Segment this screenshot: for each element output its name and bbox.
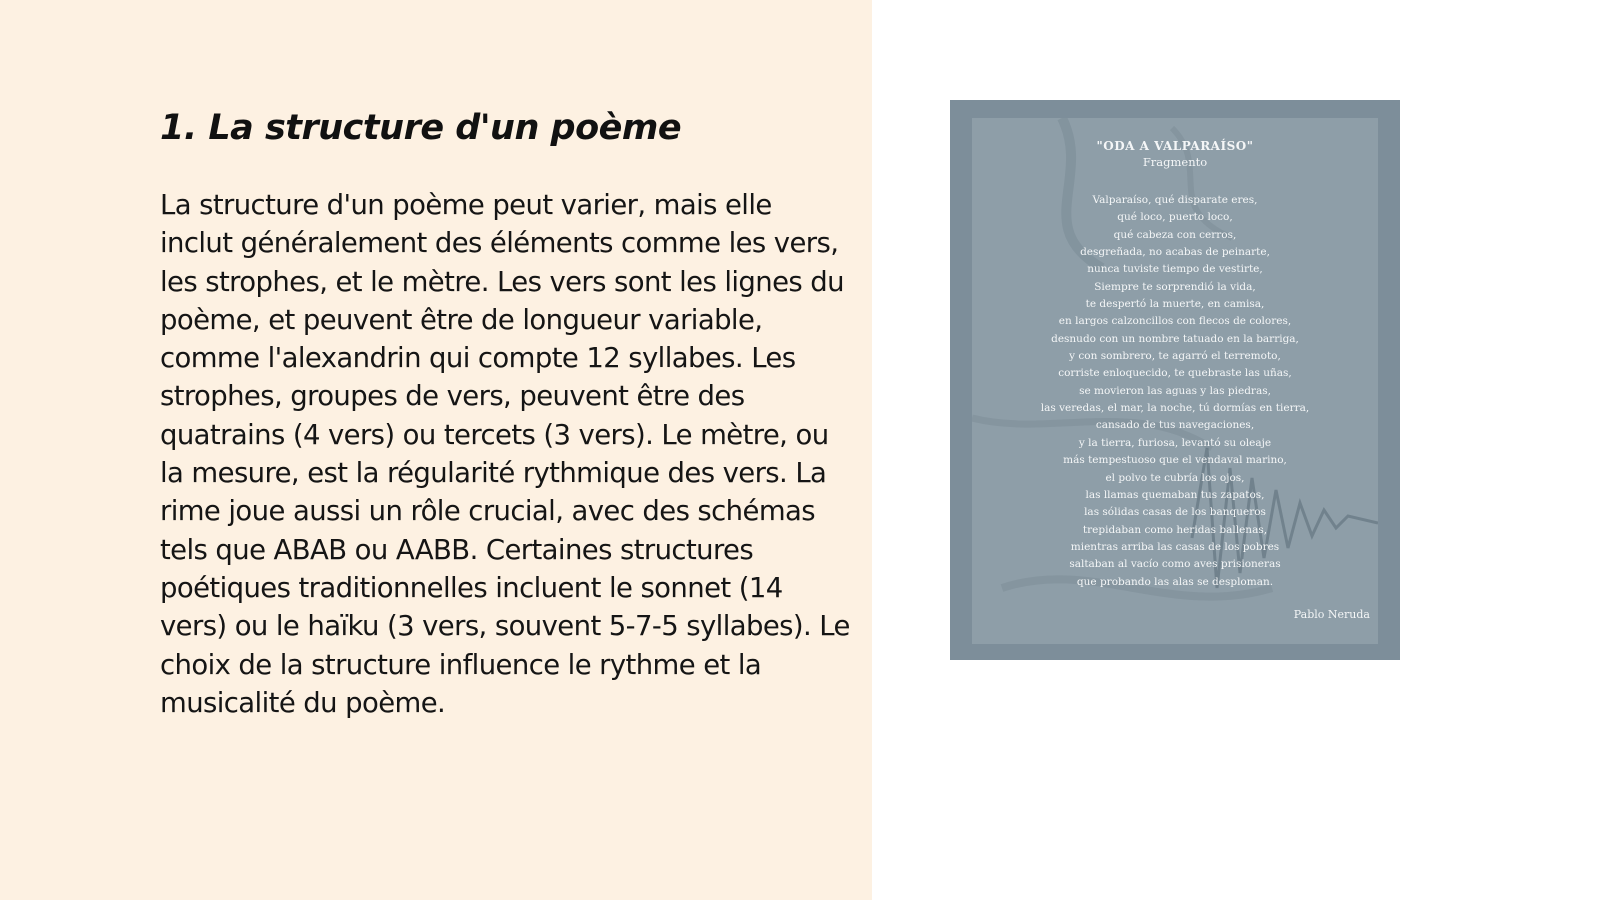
poem-line: corriste enloquecido, te quebraste las uñas,: [1058, 367, 1292, 380]
poem-line: saltaban al vacío como aves prisioneras: [1069, 558, 1281, 571]
poem-line: desnudo con un nombre tatuado en la barriga,: [1051, 332, 1299, 345]
poem-line: mientras arriba las casas de los pobres: [1070, 540, 1280, 553]
poem-paper: [972, 118, 1378, 644]
poem-line: y la tierra, furiosa, levantó su oleaje: [1078, 436, 1272, 449]
poem-subtitle: Fragmento: [1142, 155, 1208, 169]
poem-line: las sólidas casas de los banqueros: [1084, 506, 1266, 519]
poem-image: [950, 100, 1400, 660]
poem-line: qué cabeza con cerros,: [1113, 228, 1237, 241]
poem-line: las veredas, el mar, la noche, tú dormías en tierra,: [1040, 402, 1310, 415]
poem-line: en largos calzoncillos con flecos de colores,: [1058, 315, 1292, 328]
poem-line: que probando las alas se desploman.: [1076, 575, 1274, 588]
poem-line: las llamas quemaban tus zapatos,: [1085, 488, 1265, 501]
poem-lines: [972, 192, 1378, 591]
poem-line: te despertó la muerte, en camisa,: [1085, 298, 1265, 311]
poem-line: nunca tuviste tiempo de vestirte,: [1087, 263, 1263, 276]
poem-line: trepidaban como heridas ballenas,: [1082, 523, 1268, 536]
poem-line: desgreñada, no acabas de peinarte,: [1080, 246, 1270, 259]
poem-line: el polvo te cubría los ojos,: [1105, 471, 1245, 484]
poem-line: y con sombrero, te agarró el terremoto,: [1069, 350, 1281, 363]
poem-line: qué loco, puerto loco,: [1117, 211, 1233, 224]
poem-line: Siempre te sorprendió la vida,: [1094, 280, 1256, 293]
poem-line: cansado de tus navegaciones,: [1095, 419, 1255, 432]
poem-line: se movieron las aguas y las piedras,: [1079, 384, 1271, 397]
poem-title: "ODA A VALPARAÍSO": [1096, 139, 1254, 153]
poem-author: Pablo Neruda: [1293, 608, 1370, 621]
slide-heading: 1. La structure d'un poème: [160, 108, 682, 148]
poem-line: más tempestuoso que el vendaval marino,: [1063, 454, 1287, 467]
poem-line: Valparaíso, qué disparate eres,: [1092, 194, 1258, 206]
slide-body-text: La structure d'un poème peut varier, mais elle inclut généralement des éléments comme les vers, les strophes, et le mètre. Les vers sont les lignes du poème, et peuvent être de longueur variable, comme l'alexandrin qui compte 12 syllabes. Les strophes, groupes de vers, peuvent être des quatrains (4 vers) ou tercets (3 vers). Le mètre, ou la mesure, est la régularité rythmique des vers. La rime joue aussi un rôle crucial, avec des schémas tels que ABAB ou AABB. Certaines structures poétiques traditionnelles incluent le sonnet (14 vers) ou le haïku (3 vers, souvent 5-7-5 syllabes). Le choix de la structure influence le rythme et la musicalité du poème.: [160, 189, 850, 719]
